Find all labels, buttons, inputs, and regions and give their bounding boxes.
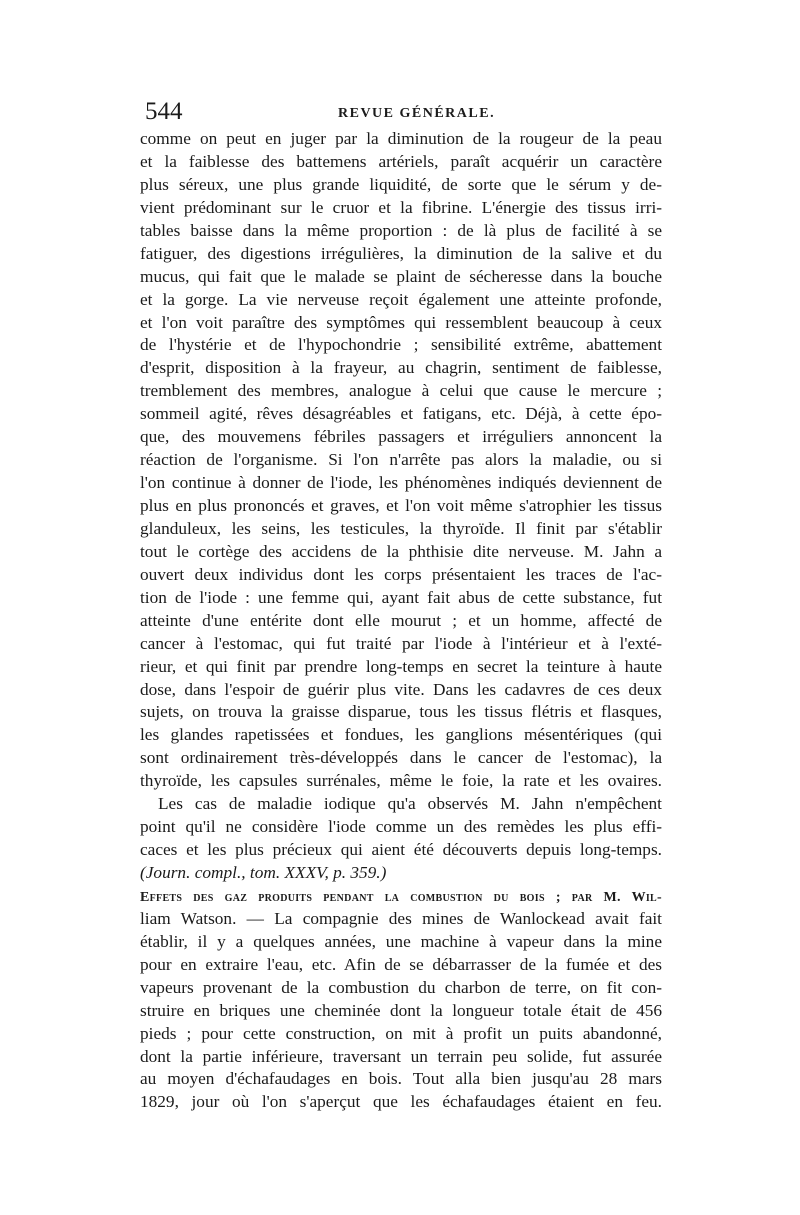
text-line: 1829, jour où l'on s'aperçut que les échafaudages étaient en feu.	[140, 1092, 662, 1112]
text-line: plus en plus prononcés et graves, et l'on voit même s'atrophier les tissus	[140, 496, 662, 515]
citation-line: (Journ. compl., tom. XXXV, p. 359.)	[140, 863, 387, 882]
text-line: dont la partie inférieure, traversant un terrain peu solide, fut assurée	[140, 1046, 662, 1066]
page-number: 544	[145, 98, 183, 125]
text-line: point qu'il ne considère l'iode comme un des remèdes les plus effi-	[140, 817, 662, 837]
section-heading-line	[140, 885, 662, 908]
text-line: plus séreux, une plus grande liquidité, de sorte que le sérum y de-	[140, 174, 662, 194]
page-header	[145, 98, 665, 128]
text-line: d'esprit, disposition à la frayeur, au chagrin, sentiment de faiblesse,	[140, 358, 662, 378]
text-line: comme on peut en juger par la diminution de la rougeur de la peau	[140, 129, 662, 148]
text-line: liam Watson. — La compagnie des mines de Wanlockead avait fait	[140, 908, 662, 928]
text-line: réaction de l'organisme. Si l'on n'arrête pas alors la maladie, ou si	[140, 450, 662, 470]
text-line: établir, il y a quelques années, une machine à vapeur dans la mine	[140, 931, 662, 951]
text-line: pour en extraire l'eau, etc. Afin de se débarrasser de la fumée et des	[140, 954, 662, 974]
section-heading: Effets des gaz produits pendant la combustion du bois ; par M. Wil-	[140, 889, 662, 905]
text-line: de l'hystérie et de l'hypochondrie ; sensibilité extrême, abattement	[140, 335, 662, 355]
text-line: caces et les plus précieux qui aient été découverts depuis long-temps.	[140, 840, 662, 860]
text-line: sommeil agité, rêves désagréables et fatigans, etc. Déjà, à cette épo-	[140, 404, 662, 424]
text-line: l'on continue à donner de l'iode, les phénomènes indiqués deviennent de	[140, 473, 662, 493]
text-line: tables baisse dans la même proportion : de là plus de facilité à se	[140, 220, 662, 240]
text-line: vient prédominant sur le cruor et la fibrine. L'énergie des tissus irri-	[140, 197, 662, 217]
text-line: fatiguer, des digestions irrégulières, la diminution de la salive et du	[140, 243, 662, 263]
text-line: Les cas de maladie iodique qu'a observés M. Jahn n'empêchent	[158, 794, 662, 814]
text-line: et la faiblesse des battemens artériels, paraît acquérir un caractère	[140, 151, 662, 171]
text-line: struire en briques une cheminée dont la longueur totale était de 456	[140, 1000, 662, 1020]
text-line: dose, dans l'espoir de guérir plus vite. Dans les cadavres de ces deux	[140, 679, 662, 699]
text-line: thyroïde, les capsules surrénales, même le foie, la rate et les ovaires.	[140, 771, 662, 791]
body-text	[140, 128, 662, 1114]
text-line: ouvert deux individus dont les corps présentaient les traces de l'ac-	[140, 564, 662, 584]
text-line: au moyen d'échafaudages en bois. Tout alla bien jusqu'au 28 mars	[140, 1069, 662, 1089]
text-line: et la gorge. La vie nerveuse reçoit également une atteinte profonde,	[140, 289, 662, 309]
text-line: pieds ; pour cette construction, on mit à profit un puits abandonné,	[140, 1023, 662, 1043]
text-line: rieur, et qui finit par prendre long-temps en secret la teinture à haute	[140, 656, 662, 676]
text-line: cancer à l'estomac, qui fut traité par l'iode à l'intérieur et à l'exté-	[140, 633, 662, 653]
text-line: mucus, qui fait que le malade se plaint de sécheresse dans la bouche	[140, 266, 662, 286]
text-line: atteinte d'une entérite dont elle mourut ; et un homme, affecté de	[140, 610, 662, 630]
text-line: tremblement des membres, analogue à celui que cause le mercure ;	[140, 381, 662, 401]
text-line: vapeurs provenant de la combustion du charbon de terre, on fit con-	[140, 977, 662, 997]
text-line: et l'on voit paraître des symptômes qui ressemblent beaucoup à ceux	[140, 312, 662, 332]
text-line: que, des mouvemens fébriles passagers et irréguliers annoncent la	[140, 427, 662, 447]
text-line: les glandes rapetissées et fondues, les ganglions mésentériques (qui	[140, 725, 662, 745]
text-line: sujets, on trouva la graisse disparue, tous les tissus flétris et flasques,	[140, 702, 662, 722]
running-title: REVUE GÉNÉRALE.	[338, 106, 496, 121]
text-line: sont ordinairement très-développés dans le cancer de l'estomac), la	[140, 748, 662, 768]
text-line: tout le cortège des accidens de la phthisie dite nerveuse. M. Jahn a	[140, 541, 662, 561]
text-line: tion de l'iode : une femme qui, ayant fait abus de cette substance, fut	[140, 587, 662, 607]
text-line: glanduleux, les seins, les testicules, la thyroïde. Il finit par s'établir	[140, 518, 662, 538]
